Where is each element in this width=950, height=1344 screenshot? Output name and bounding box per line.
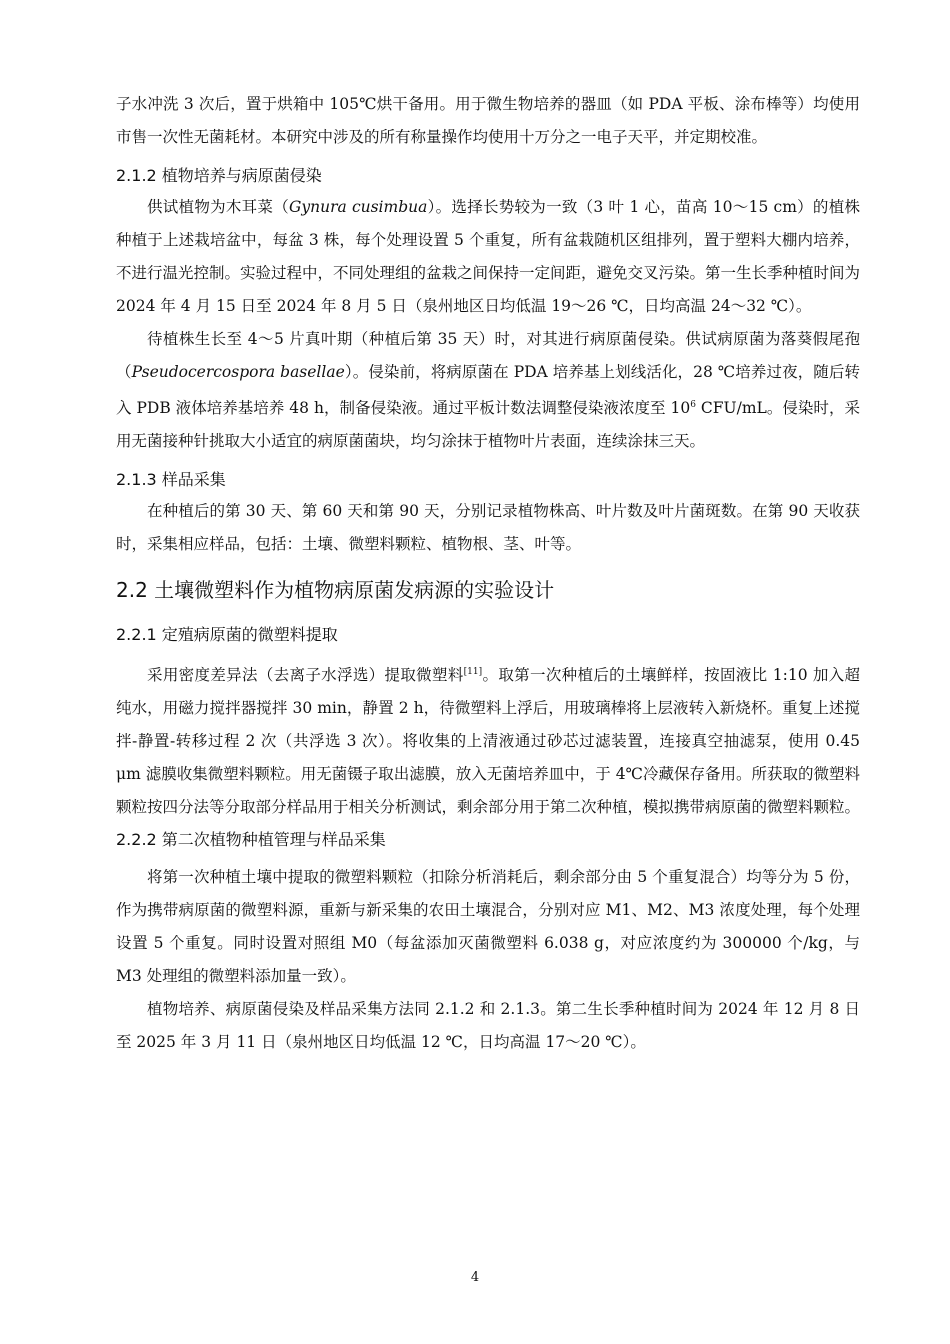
text: CFU/mL。侵染时，采用无菌接种针挑取大小适宜的病原菌菌块，均匀涂抹于植物叶片表面，连续涂抹三天。 (116, 399, 860, 451)
document-body (116, 88, 860, 1059)
paragraph-microplastic-extraction (116, 656, 860, 824)
text: 供试植物为木耳菜（ (147, 198, 289, 216)
citation: [11] (463, 667, 483, 678)
text: 采用密度差异法（去离子水浮选）提取微塑料 (147, 666, 464, 685)
latin-name: Pseudocercospora basellae (131, 363, 345, 381)
heading-2-2-1: 2.2.1 定殖病原菌的微塑料提取 (116, 625, 338, 645)
text: ）。侵染前，将病原菌在 PDA 培养基上划线活化，28 ℃培养过夜，随后转入 PDB 液体培养基培养 48 h，制备侵染液。通过平板计数法调整侵染液浓度至 10 (116, 363, 860, 418)
heading-2-1-3: 2.1.3 样品采集 (116, 470, 226, 490)
paragraph-second-planting: 将第一次种植土壤中提取的微塑料颗粒（扣除分析消耗后，剩余部分由 5 个重复混合）均等分为 5 份，作为携带病原菌的微塑料源，重新与新采集的农田土壤混合，分别对应 M1、M2、M3 浓度处理，每个处理设置 5 个重复。同时设置对照组 M0（每盆添加灭菌微塑料 6.038 g，对应浓度约为 300000 个/kg，与 M3 处理组的微塑料添加量一致）。 (116, 868, 860, 986)
heading-2-1-2: 2.1.2 植物培养与病原菌侵染 (116, 166, 322, 185)
heading-2-2: 2.2 土壤微塑料作为植物病原菌发病源的实验设计 (116, 578, 555, 603)
text: 待植株生长至 4～5 片真叶期（种植后第 35 天）时，对其进行病原菌侵染。供试病原菌为落葵假尾孢（ (116, 330, 860, 381)
paragraph-sampling: 在种植后的第 30 天、第 60 天和第 90 天，分别记录植物株高、叶片数及叶片菌斑数。在第 90 天收获时，采集相应样品，包括：土壤、微塑料颗粒、植物根、茎、叶等。 (116, 502, 860, 554)
paragraph-plant-culture (116, 191, 860, 323)
superscript: 6 (690, 400, 696, 410)
text: ）。选择长势较为一致（3 叶 1 心，苗高 10～15 cm）的植株种植于上述栽培盆中，每盆 3 株，每个处理设置 5 个重复，所有盆栽随机区组排列，置于塑料大棚内培养，不进行温光控制。实验过程中，不同处理组的盆栽之间保持一定间距，避免交叉污染。第一生长季种植时间为 2024 年 4 月 15 日至 2024 年 8 月 5 日（泉州地区日均低温 19～26 ℃，日均高温 24～32 ℃）。 (116, 198, 861, 315)
text: 。取第一次种植后的土壤鲜样，按固液比 1:10 加入超纯水，用磁力搅拌器搅拌 30 min，静置 2 h，待微塑料上浮后，用玻璃棒将上层液转入新烧杯。重复上述搅拌-静置-转移过程 2 次（共浮选 3 次）。将收集的上清液通过砂芯过滤装置，连接真空抽滤泵，使用 0.45 μm 滤膜收集微塑料颗粒。用无菌镊子取出滤膜，放入无菌培养皿中，于 4℃冷藏保存备用。所获取的微塑料颗粒按四分法等分取部分样品用于相关分析测试，剩余部分用于第二次种植，模拟携带病原菌的微塑料颗粒。 (116, 666, 861, 817)
paragraph-second-season: 植物培养、病原菌侵染及样品采集方法同 2.1.2 和 2.1.3。第二生长季种植时间为 2024 年 12 月 8 日至 2025 年 3 月 11 日（泉州地区日均低温 12 ℃，日均高温 17～20 ℃）。 (116, 1000, 860, 1052)
page-number: 4 (470, 1270, 480, 1285)
paragraph-pathogen-infection (116, 323, 860, 458)
paragraph-intro: 子水冲洗 3 次后，置于烘箱中 105℃烘干备用。用于微生物培养的器皿（如 PDA 平板、涂布棒等）均使用市售一次性无菌耗材。本研究中涉及的所有称量操作均使用十万分之一电子天平，并定期校准。 (116, 95, 860, 146)
latin-name: Gynura cusimbua (288, 198, 428, 216)
heading-2-2-2: 2.2.2 第二次植物种植管理与样品采集 (116, 830, 386, 850)
